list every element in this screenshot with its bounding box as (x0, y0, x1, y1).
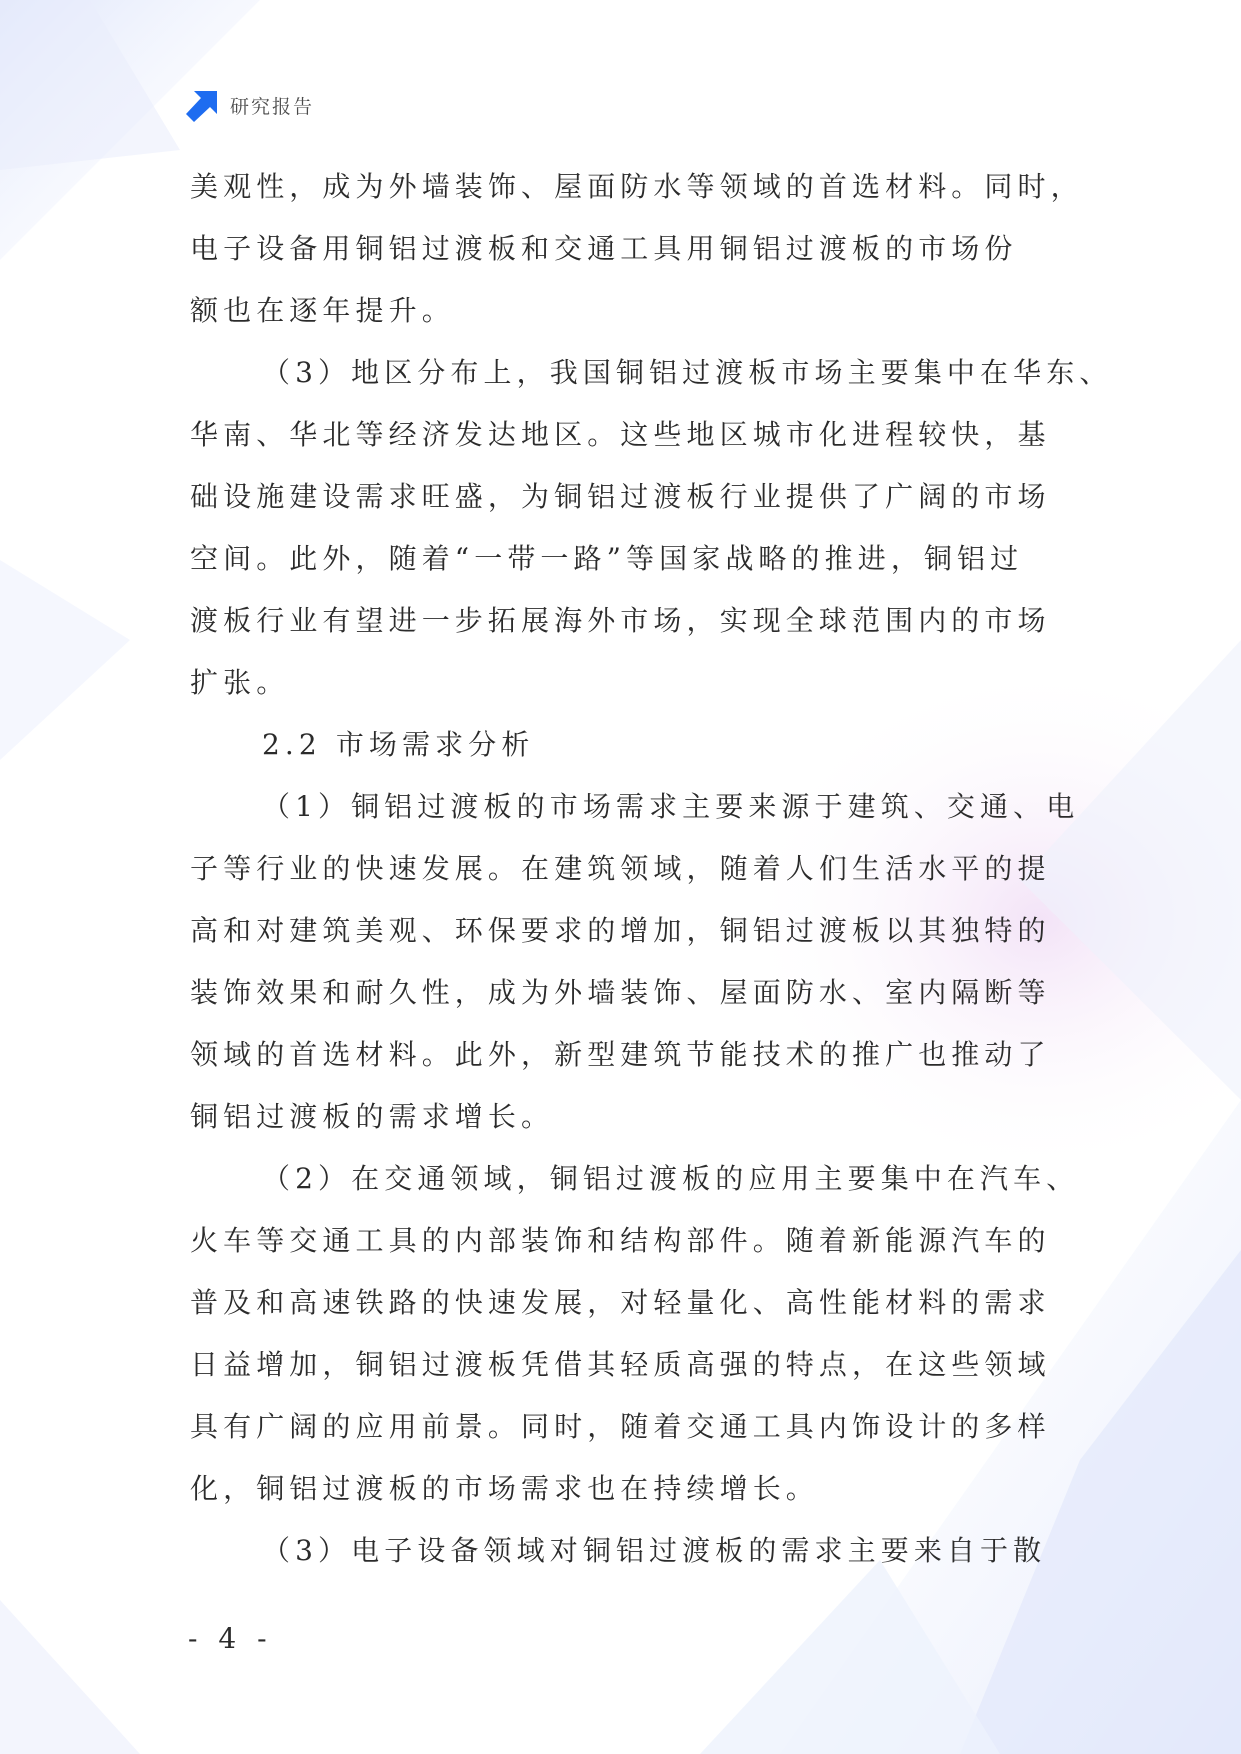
text-line: 日益增加，铜铝过渡板凭借其轻质高强的特点，在这些领域 (190, 1348, 1051, 1381)
text-line: 电子设备用铜铝过渡板和交通工具用铜铝过渡板的市场份 (190, 232, 1018, 265)
header-label: 研究报告 (230, 95, 315, 118)
document-body (190, 156, 1113, 1582)
arrow-up-right-icon (186, 88, 220, 122)
text-line: 美观性，成为外墙装饰、屋面防水等领域的首选材料。同时， (190, 170, 1084, 203)
text-line: 铜铝过渡板的需求增长。 (190, 1100, 555, 1133)
text-line: 扩张。 (190, 666, 290, 699)
text-line: 装饰效果和耐久性，成为外墙装饰、屋面防水、室内隔断等 (190, 976, 1051, 1009)
text-line: 具有广阔的应用前景。同时，随着交通工具内饰设计的多样 (190, 1410, 1051, 1443)
paragraph-start-line: （3）地区分布上，我国铜铝过渡板市场主要集中在华东、 (262, 356, 1113, 389)
page-number: - 4 - (188, 1622, 273, 1655)
text-line: 火车等交通工具的内部装饰和结构部件。随着新能源汽车的 (190, 1224, 1051, 1257)
text-line: 渡板行业有望进一步拓展海外市场，实现全球范围内的市场 (190, 604, 1051, 637)
paragraph-start-line: （1）铜铝过渡板的市场需求主要来源于建筑、交通、电 (262, 790, 1080, 823)
text-line: 额也在逐年提升。 (190, 294, 455, 327)
report-header (186, 88, 314, 122)
text-line: 高和对建筑美观、环保要求的增加，铜铝过渡板以其独特的 (190, 914, 1051, 947)
text-line: 华南、华北等经济发达地区。这些地区城市化进程较快，基 (190, 418, 1051, 451)
paragraph-start-line: （2）在交通领域，铜铝过渡板的应用主要集中在汽车、 (262, 1162, 1080, 1195)
text-line: 础设施建设需求旺盛，为铜铝过渡板行业提供了广阔的市场 (190, 480, 1051, 513)
text-line: 普及和高速铁路的快速发展，对轻量化、高性能材料的需求 (190, 1286, 1051, 1319)
text-line: 化，铜铝过渡板的市场需求也在持续增长。 (190, 1472, 819, 1505)
section-heading: 2.2 市场需求分析 (262, 728, 535, 761)
paragraph-start-line: （3）电子设备领域对铜铝过渡板的需求主要来自于散 (262, 1534, 1047, 1567)
text-line: 空间。此外，随着“一带一路”等国家战略的推进，铜铝过 (190, 542, 1024, 575)
text-line: 领域的首选材料。此外，新型建筑节能技术的推广也推动了 (190, 1038, 1051, 1071)
text-line: 子等行业的快速发展。在建筑领域，随着人们生活水平的提 (190, 852, 1051, 885)
